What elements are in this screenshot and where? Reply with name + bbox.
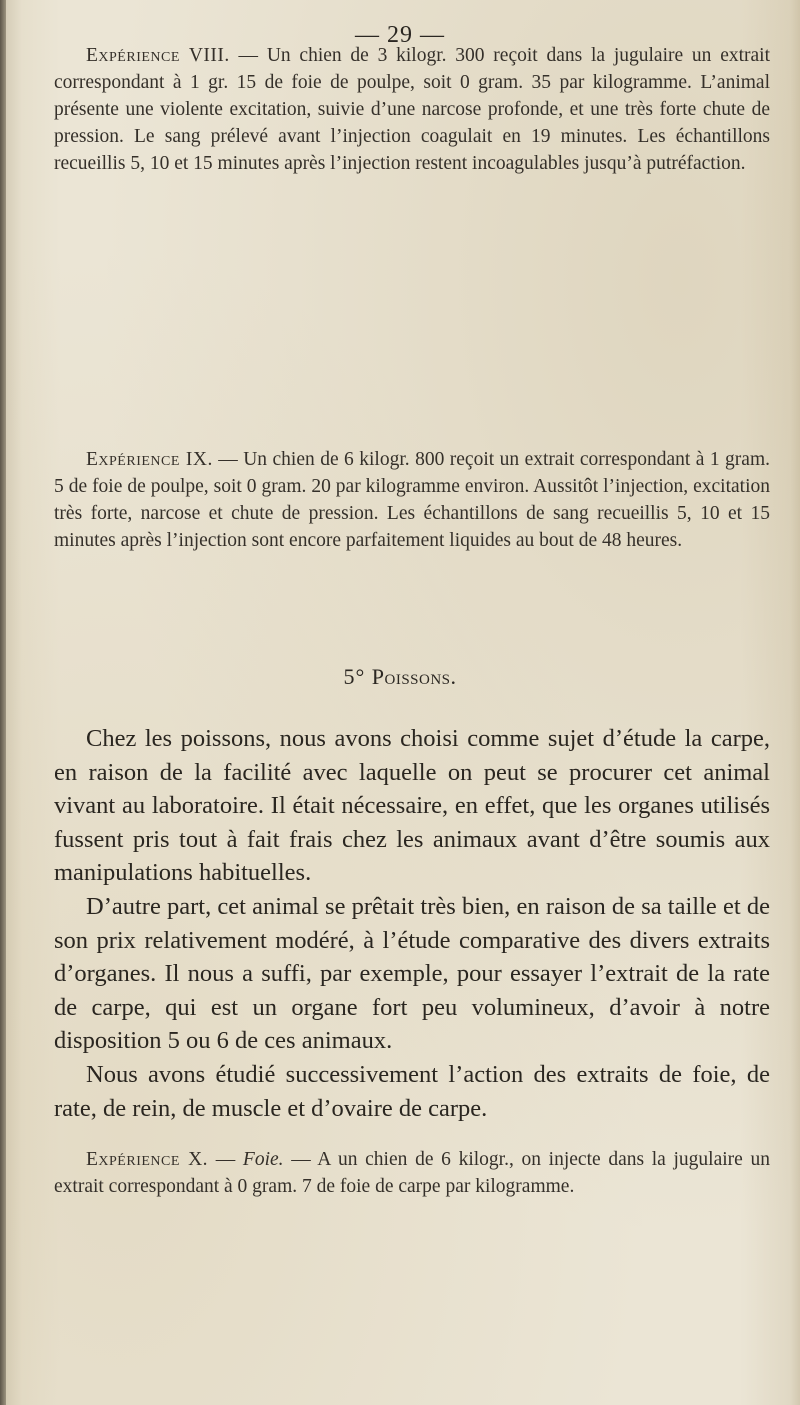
experience-9-block [54, 446, 770, 554]
experience-8-block [54, 42, 770, 177]
body-paragraph-1: Chez les poissons, nous avons choisi comme sujet d’étude la carpe, en raison de la facilité avec laquelle on peut se procurer cet animal vivant au laboratoire. Il était nécessaire, en effet, que les organes utilisés fussent pris tout à fait frais chez les animaux avant d’être soumis aux manipulations habituelles. [54, 725, 770, 887]
experience-9-label: Expérience IX. [86, 449, 213, 470]
experience-9-paragraph [54, 446, 770, 554]
experience-8-paragraph [54, 42, 770, 177]
experience-10-block [54, 1146, 770, 1200]
experience-10-organ: Foie. [242, 1149, 284, 1170]
experience-10-paragraph [54, 1146, 770, 1200]
body-paragraph-3: Nous avons étudié successivement l’action des extraits de foie, de rate, de rein, de muscle et d’ovaire de carpe. [54, 1060, 770, 1122]
section-number: 5° [343, 664, 366, 689]
body-paragraph-2: D’autre part, cet animal se prêtait très bien, en raison de sa taille et de son prix relativement modéré, à l’étude comparative des divers extraits d’organes. Il nous a suffi, par exemple, pour essayer l’extrait de la rate de carpe, qui est un organe fort peu volumineux, d’avoir à notre disposition 5 ou 6 de ces animaux. [54, 892, 770, 1055]
page-number: — 29 — [355, 22, 445, 48]
section-title: Poissons. [371, 664, 457, 689]
experience-10-dash: — [208, 1149, 243, 1170]
experience-8-text: — Un chien de 3 kilogr. 300 reçoit dans la jugulaire un extrait correspondant à 1 gr. 15 de foie de poulpe, soit 0 gram. 35 par kilogramme. L’animal présente une violente excitation, suivie d’une narcose profonde, et une très forte chute de pression. Le sang prélevé avant l’injection coagulait en 19 minutes. Les échantillons recueillis 5, 10 et 15 minutes après l’injection restent incoagulables jusqu’à putréfaction. [54, 45, 770, 174]
experience-10-label: Expérience X. [86, 1149, 209, 1170]
experience-8-label: Expérience VIII. [86, 45, 230, 66]
book-spine-shadow [0, 0, 6, 1405]
experience-10-text: — A un chien de 6 kilogr., on injecte dans la jugulaire un extrait correspondant à 0 gram. 7 de foie de carpe par kilogramme. [54, 1149, 770, 1197]
experience-9-text: — Un chien de 6 kilogr. 800 reçoit un extrait correspondant à 1 gram. 5 de foie de poulpe, soit 0 gram. 20 par kilogramme environ. Aussitôt l’injection, excitation très forte, narcose et chute de pression. Les échantillons de sang recueillis 5, 10 et 15 minutes après l’injection sont encore parfaitement liquides au bout de 48 heures. [54, 449, 770, 551]
body-text [54, 722, 770, 1125]
section-heading [0, 664, 800, 690]
